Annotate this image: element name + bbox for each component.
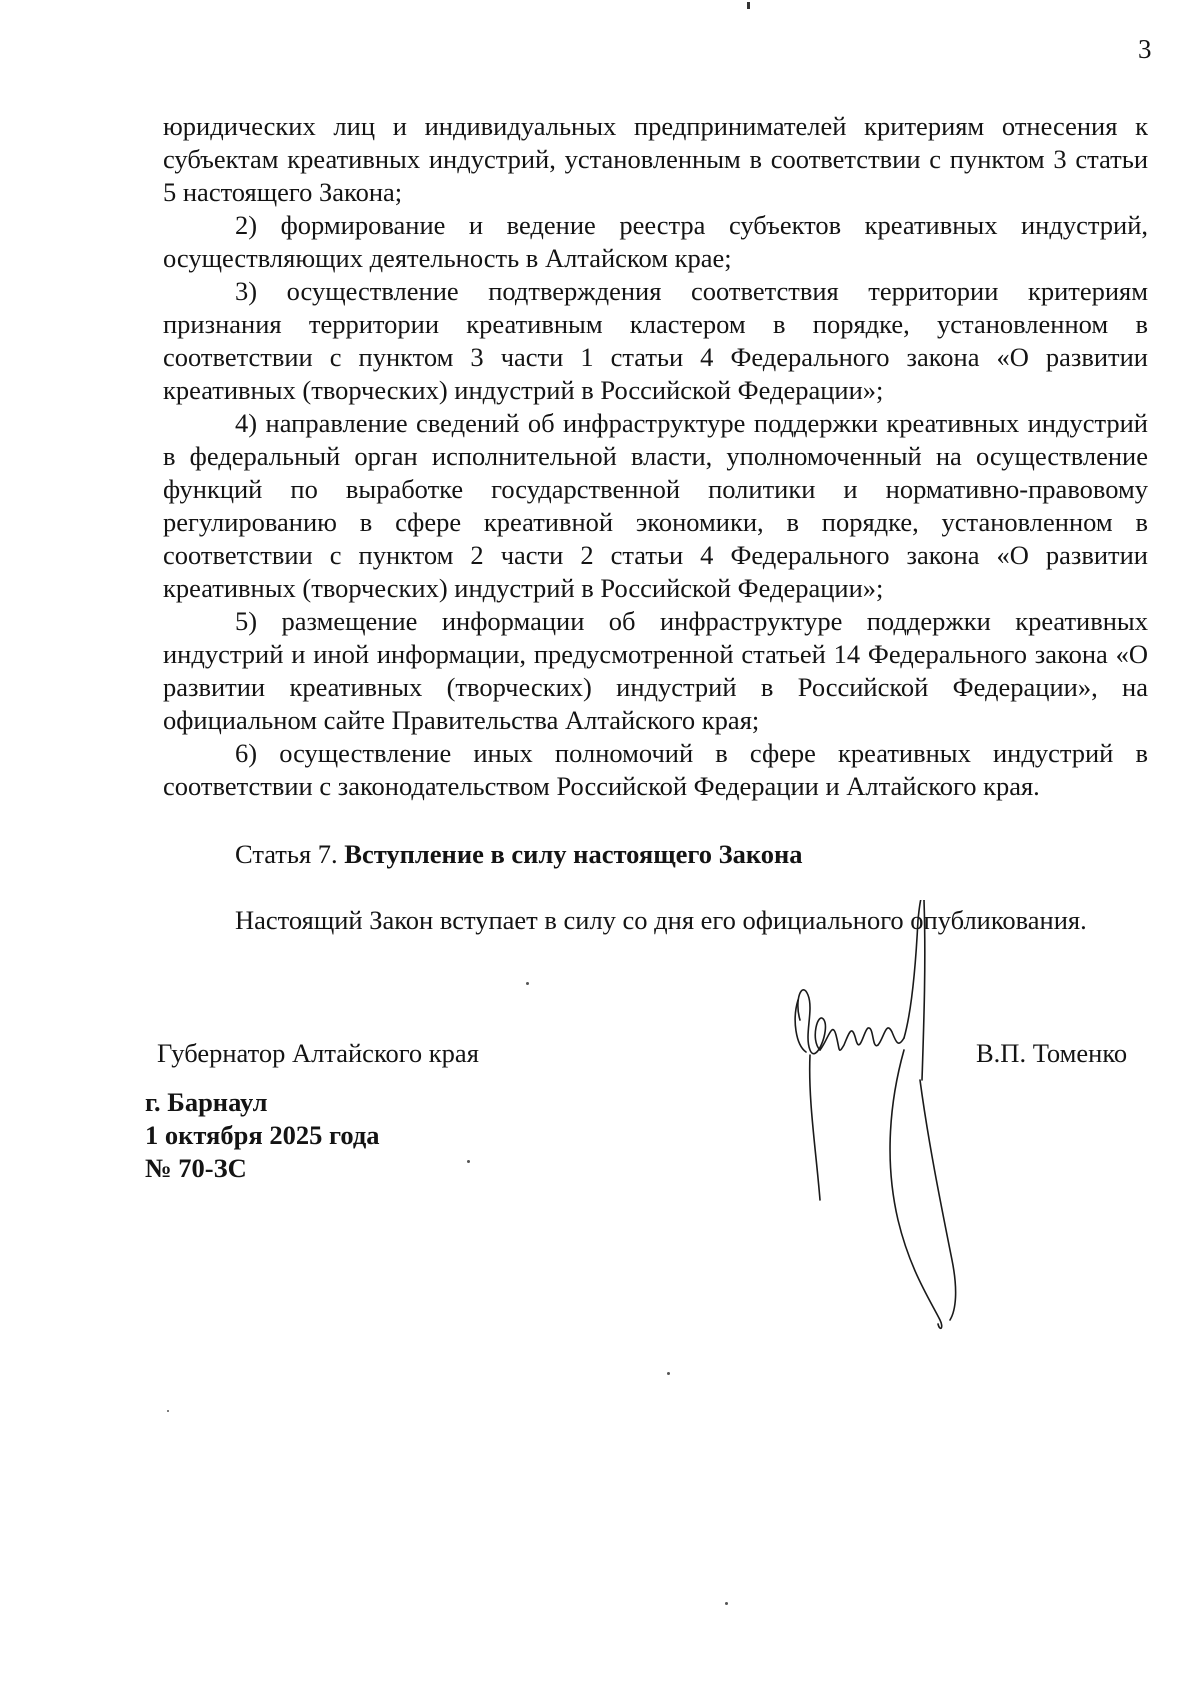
page-number: 3: [1138, 34, 1152, 64]
document-body: [163, 110, 1148, 803]
signing-city: г. Барнаул: [145, 1087, 268, 1117]
signing-date: 1 октября 2025 года: [145, 1120, 380, 1150]
paragraph-item-3: 3) осуществление подтверждения соответствия территории критериям признания территории креативным кластером в порядке, установленном в соответствии с пунктом 3 части 1 статьи 4 Федерального закона «О развитии креативных (творческих) индустрий в Российской Федерации»;: [163, 276, 1148, 405]
scan-speck: [467, 1160, 470, 1163]
paragraph-item-5: 5) размещение информации об инфраструктуре поддержки креативных индустрий и иной информации, предусмотренной статьей 14 Федерального закона «О развитии креативных (творческих) индустрий в Российской Федерации», на официальном сайте Правительства Алтайского края;: [163, 606, 1148, 735]
article-7-title: Вступление в силу настоящего Закона: [344, 839, 803, 869]
scan-speck: [167, 1410, 169, 1412]
scan-speck: [526, 982, 529, 985]
article-7-body: Настоящий Закон вступает в силу со дня его официального опубликования.: [235, 905, 1087, 935]
law-number: № 70-ЗС: [145, 1153, 247, 1183]
signatory-name: В.П. Томенко: [976, 1038, 1128, 1068]
paragraph-item-6: 6) осуществление иных полномочий в сфере креативных индустрий в соответствии с законодательством Российской Федерации и Алтайского края.: [163, 738, 1148, 801]
paragraph-item-4: 4) направление сведений об инфраструктуре поддержки креативных индустрий в федеральный орган исполнительной власти, уполномоченный на осуществление функций по выработке государственной политики и нормативно-правовому регулированию в сфере креативной экономики, в порядке, установленном в соответствии с пунктом 2 части 2 статьи 4 Федерального закона «О развитии креативных (творческих) индустрий в Российской Федерации»;: [163, 408, 1148, 603]
signing-details: [145, 1086, 380, 1185]
article-7-label: Статья 7.: [235, 839, 338, 869]
paragraph-continuation: юридических лиц и индивидуальных предпринимателей критериям отнесения к субъектам креативных индустрий, установленным в соответствии с пунктом 3 статьи 5 настоящего Закона;: [163, 111, 1148, 207]
handwritten-signature: [780, 900, 980, 1360]
scan-speck: [725, 1602, 728, 1605]
scan-mark: [747, 2, 750, 9]
paragraph-item-2: 2) формирование и ведение реестра субъектов креативных индустрий, осуществляющих деятельность в Алтайском крае;: [163, 210, 1148, 273]
article-7-heading: [235, 838, 803, 871]
signatory-position: Губернатор Алтайского края: [157, 1038, 479, 1068]
scan-speck: [667, 1372, 670, 1375]
